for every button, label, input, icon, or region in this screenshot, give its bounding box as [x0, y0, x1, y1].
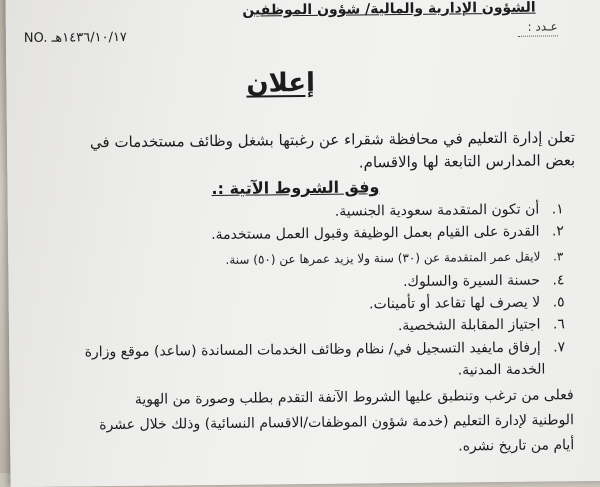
- closing-line-2: الوطنية لإدارة التعليم (خدمة شؤون الموظفات/الاقسام النسائية) وذلك خلال عشرة: [99, 412, 574, 434]
- page-title: إعلان: [246, 67, 316, 99]
- condition-number: ٥.: [552, 294, 565, 311]
- condition-item: [85, 339, 574, 360]
- closing-line-1: فعلى من ترغب وتنطبق عليها الشروط الآنفة التقدم بطلب وصورة من الهوية: [134, 387, 574, 408]
- condition-item: [335, 201, 572, 219]
- department-header: الشؤون الإدارية والمالية/ شؤون الموظفين: [242, 0, 536, 19]
- document-page: [5, 0, 600, 487]
- condition-text: اجتياز المقابلة الشخصية.: [397, 316, 541, 335]
- reference-date: NO. ١٤٣٦/١٠/١٧هـ: [23, 29, 127, 46]
- condition-text: إرفاق مايفيد التسجيل في/ نظام وظائف الخدمات المساندة (ساعد) موقع وزارة: [84, 339, 541, 361]
- closing-line-3: أيام من تاريخ نشره.: [458, 437, 575, 455]
- intro-line-1: تعلن إدارة التعليم في محافظة شقراء عن رغبتها بشغل وظائف مستخدمات في: [89, 128, 576, 152]
- condition-number: ٦.: [552, 316, 565, 333]
- condition-item: [211, 223, 572, 243]
- condition-item: [225, 249, 572, 267]
- intro-line-2: بعض المدارس التابعة لها والاقسام.: [358, 151, 576, 172]
- condition-text: القدرة على القيام بعمل الوظيفة وقبول العمل مستخدمة.: [211, 223, 540, 244]
- condition-number: ٤.: [552, 272, 565, 289]
- condition-number: ٧.: [553, 339, 566, 356]
- condition-item: [369, 294, 573, 312]
- condition-number: ٣.: [552, 249, 564, 264]
- condition-text: لايقل عمر المتقدمة عن (٣٠) سنة ولا يزيد عمرها عن (٥٠) سنة.: [225, 249, 541, 267]
- condition-number: ٢.: [551, 223, 565, 240]
- condition-text: حسنة السيرة والسلوك.: [402, 272, 541, 291]
- condition-item: [403, 272, 573, 290]
- conditions-heading: وفق الشروط الآتية :.: [211, 177, 380, 199]
- number-line: [518, 35, 558, 36]
- condition-continuation: الخدمة المدنية.: [457, 361, 546, 379]
- condition-text: أن تكون المتقدمة سعودية الجنسية.: [334, 201, 540, 220]
- condition-item: [398, 316, 573, 334]
- number-label: عـدد :: [527, 19, 558, 34]
- condition-number: ١.: [551, 201, 564, 218]
- condition-text: لا يصرف لها تقاعد أو تأمينات.: [369, 294, 541, 313]
